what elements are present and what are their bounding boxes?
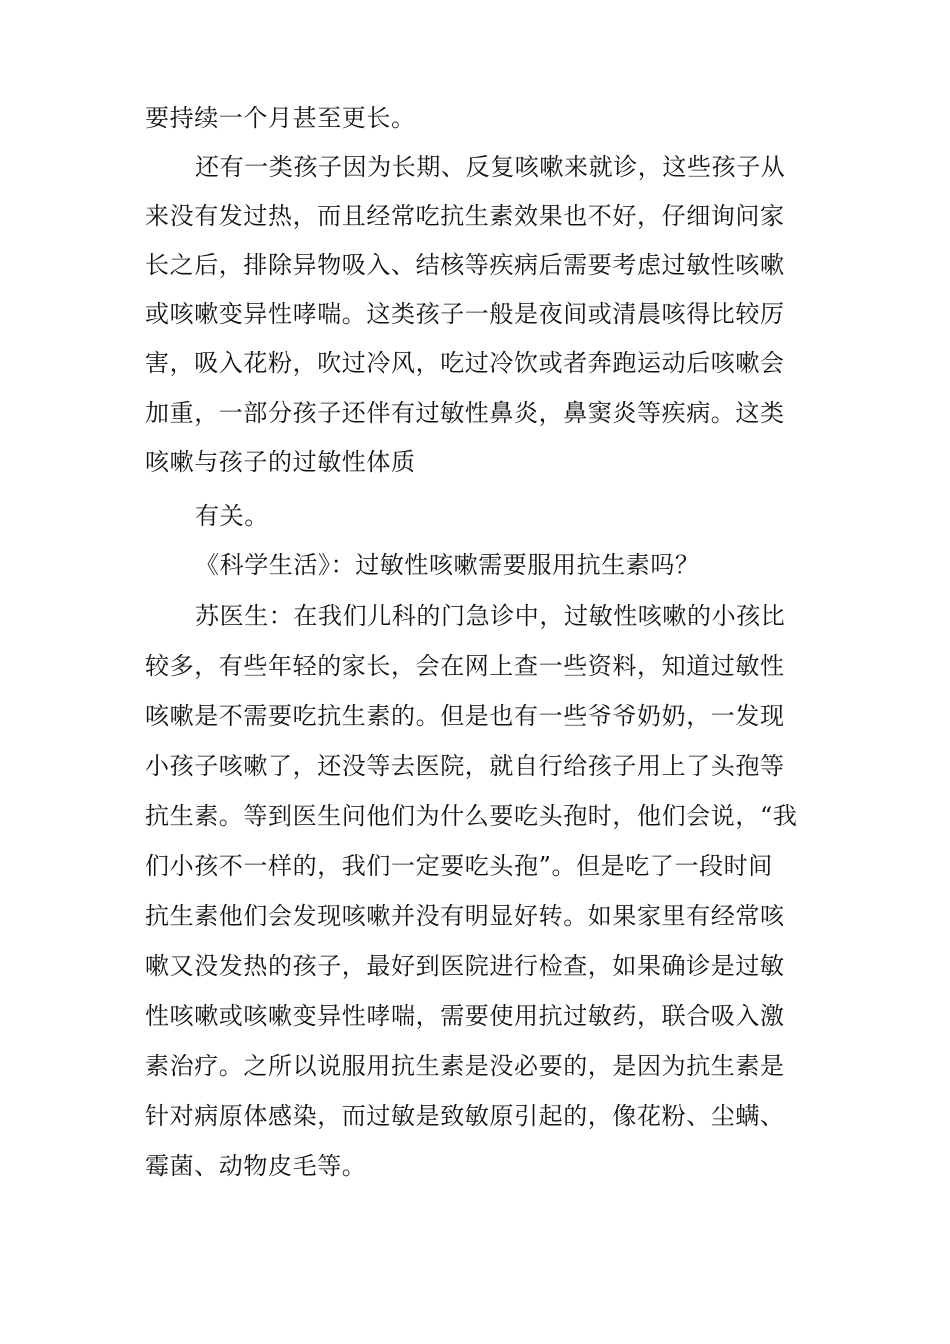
text-line: 嗽又没发热的孩子，最好到医院进行检查，如果确诊是过敏: [145, 952, 785, 980]
text-line: 性咳嗽或咳嗽变异性哮喘，需要使用抗过敏药，联合吸入激: [145, 1002, 785, 1030]
text-line: 针对病原体感染，而过敏是致敏原引起的，像花粉、尘螨、: [145, 1102, 785, 1130]
text-line: 素治疗。之所以说服用抗生素是没必要的，是因为抗生素是: [145, 1052, 785, 1080]
text-line: 咳嗽与孩子的过敏性体质: [145, 448, 416, 476]
text-line: 长之后，排除异物吸入、结核等疾病后需要考虑过敏性咳嗽: [145, 251, 785, 279]
text-line: 要持续一个月甚至更长。: [145, 104, 416, 132]
text-line: 咳嗽是不需要吃抗生素的。但是也有一些爷爷奶奶，一发现: [145, 702, 785, 730]
text-line: 抗生素。等到医生问他们为什么要吃头孢时，他们会说，“我: [145, 802, 798, 830]
text-line: 们小孩不一样的，我们一定要吃头孢”。但是吃了一段时间: [145, 852, 773, 880]
text-line: 小孩子咳嗽了，还没等去医院，就自行给孩子用上了头孢等: [145, 752, 785, 780]
text-line: 来没有发过热，而且经常吃抗生素效果也不好，仔细询问家: [145, 202, 785, 230]
text-line: 抗生素他们会发现咳嗽并没有明显好转。如果家里有经常咳: [145, 902, 785, 930]
paragraph-start-line: 苏医生：在我们儿科的门急诊中，过敏性咳嗽的小孩比: [195, 602, 786, 630]
paragraph-start-line: 有关。: [195, 502, 269, 530]
paragraph-start-line: 还有一类孩子因为长期、反复咳嗽来就诊，这些孩子从: [195, 153, 786, 181]
text-line: 或咳嗽变异性哮喘。这类孩子一般是夜间或清晨咳得比较厉: [145, 300, 785, 328]
text-line: 害，吸入花粉，吹过冷风，吃过冷饮或者奔跑运动后咳嗽会: [145, 349, 785, 377]
text-line: 加重，一部分孩子还伴有过敏性鼻炎，鼻窦炎等疾病。这类: [145, 399, 785, 427]
question-heading: 《科学生活》：过敏性咳嗽需要服用抗生素吗？: [195, 551, 700, 579]
text-line: 霉菌、动物皮毛等。: [145, 1152, 367, 1180]
text-line: 较多，有些年轻的家长，会在网上查一些资料，知道过敏性: [145, 652, 785, 680]
